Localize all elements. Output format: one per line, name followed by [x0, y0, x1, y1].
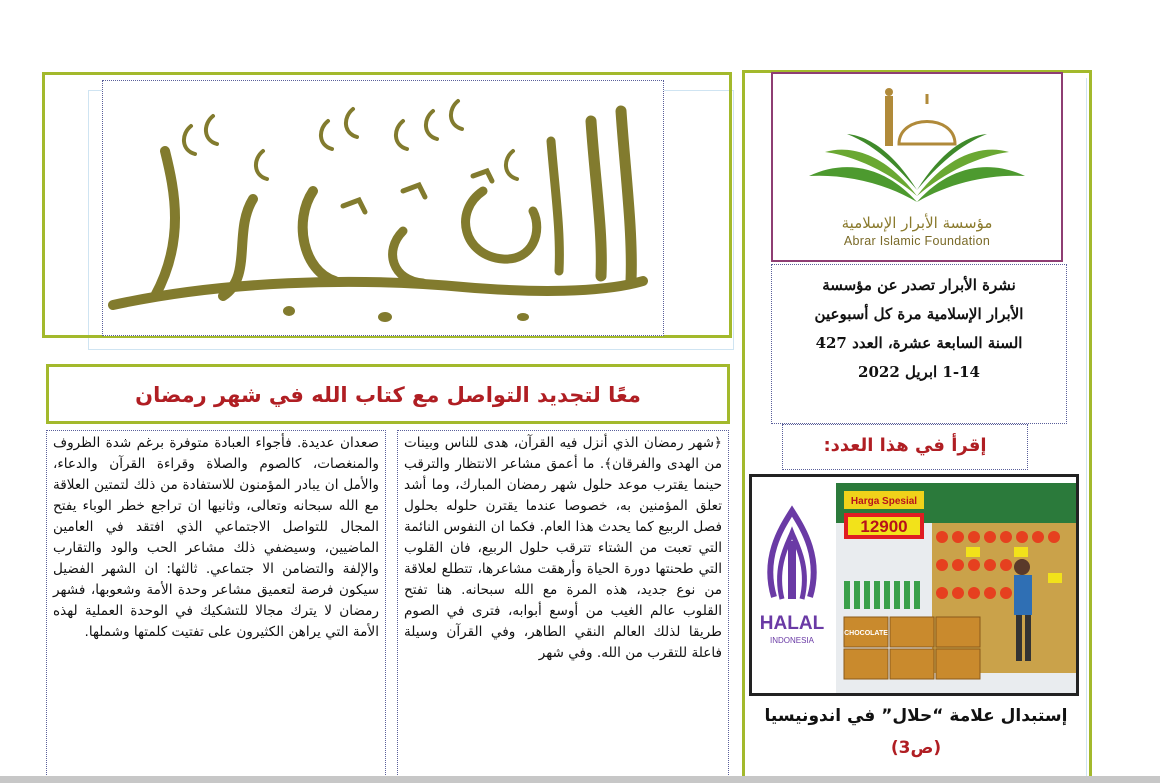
window-bottom-edge [0, 776, 1160, 783]
headline-frame [46, 364, 730, 424]
sign-top: Harga Spesial [850, 496, 918, 507]
info-line: 1-14 ابريل 2022 [858, 363, 980, 381]
logo-english-name: Abrar Islamic Foundation [843, 234, 991, 248]
featured-story-caption[interactable] [748, 700, 1084, 778]
article-column-right [397, 430, 729, 783]
featured-story-image[interactable] [749, 474, 1079, 696]
headline-title: معًا لتجديد التواصل مع كتاب الله في شهر رمضان [135, 383, 641, 407]
logo-arabic-name: مؤسسة الأبرار الإسلامية [841, 214, 993, 232]
issue-info-box [771, 264, 1067, 424]
price-tag: 12900 [860, 517, 908, 536]
info-line: الأبرار الإسلامية مرة كل أسبوعين [814, 305, 1024, 323]
carton-label: CHOCOLATE [844, 630, 888, 637]
article-column-left [46, 430, 386, 783]
featured-story-page-ref[interactable]: (ص3) [890, 738, 942, 758]
mosque-book-logo-icon [773, 74, 1061, 214]
read-in-issue-box [782, 424, 1028, 470]
info-line: نشرة الأبرار تصدر عن مؤسسة [822, 276, 1016, 294]
halal-sub: INDONESIA [769, 636, 815, 645]
issue-info-text [772, 265, 1066, 387]
article-paragraph-right: ﴿شهر رمضان الذي أنزل فيه القرآن، هدى للناس وبينات من الهدى والفرقان﴾. ما أعمق مشاعر الانتظار والترقب حينما يقترب موعد حلول شهر رمضان المبارك، وما أشد تعلق المؤمنين به، خصوصا عندما يقترن حلوله بحلول فصل الربيع كما يحدث هذا العام. فكما ان النفوس النائمة التي تعبت من الشتاء تترقب حلول الربيع، فان القلوب التي طحنتها دورة الحياة وأرهقت مشاعرها، تتطلع لعلاقة من نوع جديد، هذه المرة مع الله سبحانه. هنا تفتح القلوب عالم الغيب من أوسع أبوابه، فترى في الصوم طريقا لذلك العالم النقي الطاهر، وفي القرآن وسيلة فاعلة للتقرب من الله. وفي شهر [404, 435, 722, 661]
halal-label: HALAL [759, 613, 825, 634]
foundation-logo [771, 72, 1063, 262]
article-paragraph-left: صعدان عديدة. فأجواء العبادة متوفرة برغم شدة الظروف والمنغصات، كالصوم والصلاة وقراءة القرآن والدعاء، والأمل ان يبادر المؤمنون للاستفادة من ذلك لتمتين العلاقة مع الله سبحانه وتعالى، وثانيها ان تراجع خطر الوباء يفتح المجال للتواصل الاجتماعي الذي افتقد في العامين الماضيين، وسيضفي ذلك مشاعر الحب والود والتقارب والإلفة والتضامن الا جتماعي. ثالثها: ان الشهر الفضيل سيكون فرصة لتعميق مشاعر وحدة الأمة وشعوبها، فشهر رمضان لا يترك مجالا للتشكيك في الوحدة العملية لهذه الأمة التي يراهن الكثيرون على تفتيت كلمتها وشملها. [53, 435, 379, 640]
calligraphy-title-graphic [103, 81, 663, 335]
read-in-issue-label: إقرأ في هذا العدد: [823, 435, 987, 456]
featured-story-title[interactable]: إستبدال علامة “حلال” في اندونيسيا [764, 706, 1068, 726]
halal-supermarket-photo [752, 477, 1076, 693]
info-line: السنة السابعة عشرة، العدد 427 [815, 334, 1023, 352]
masthead-calligraphy [102, 80, 664, 336]
